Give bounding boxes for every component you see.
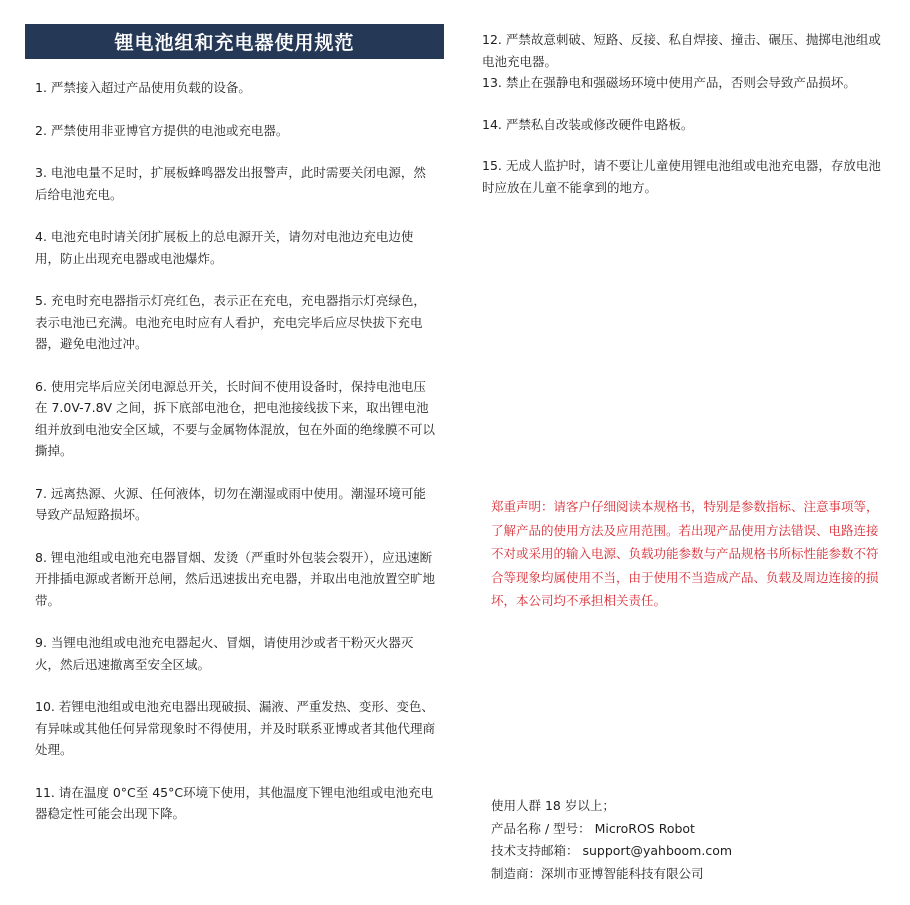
disclaimer-text: 郑重声明：请客户仔细阅读本规格书，特别是参数指标、注意事项等，了解产品的使用方法及应用范围。若出现产品使用方法错误、电路连接不对或采用的输入电源、负载功能参数与产品规格书所标性能参数不符合等现象均属使用不当，由于使用不当造成产品、负载及周边连接的损坏，本公司均不承担相关责任。 (491, 499, 879, 608)
product-name: 产品名称 / 型号： MicroROS Robot (491, 820, 695, 836)
page-title: 锂电池组和充电器使用规范 (25, 24, 444, 59)
rule-item-6: 6. 使用完毕后应关闭电源总开关，长时间不使用设备时，保持电池电压在 7.0V-7.8V 之间，拆下底部电池仓，把电池接线拔下来，取出锂电池组并放到电池安全区域，不要与金属物体混放，包在外面的绝缘膜不可以撕掉。 (35, 378, 436, 458)
rule-item-10: 10. 若锂电池组或电池充电器出现破损、漏液、严重发热、变形、变色、有异味或其他任何异常现象时不得使用，并及时联系亚博或者其他代理商处理。 (35, 699, 436, 757)
age-requirement: 使用人群 18 岁以上； (491, 798, 615, 813)
rule-item-15: 15. 无成人监护时，请不要让儿童使用锂电池组或电池充电器，存放电池时应放在儿童不能拿到的地方。 (482, 158, 881, 195)
rule-item-8: 8. 锂电池组或电池充电器冒烟、发烫（严重时外包装会裂开），应迅速断开排插电源或者断开总闸，然后迅速拔出充电器，并取出电池放置空旷地带。 (35, 549, 436, 608)
right-rules-column (482, 29, 887, 198)
rule-item-14: 14. 严禁私自改装或修改硬件电路板。 (482, 116, 694, 132)
left-rules-column (35, 77, 437, 846)
rule-item-7: 7. 远离热源、火源、任何液体，切勿在潮湿或雨中使用。潮湿环境可能导致产品短路损坏。 (35, 485, 426, 522)
rule-item-12: 12. 严禁故意刺破、短路、反接、私自焊接、撞击、碾压、抛掷电池组或电池充电器。 (482, 32, 881, 69)
rule-item-1: 1. 严禁接入超过产品使用负载的设备。 (35, 80, 251, 95)
rule-item-2: 2. 严禁使用非亚博官方提供的电池或充电器。 (35, 122, 289, 138)
rule-item-5: 5. 充电时充电器指示灯亮红色，表示正在充电，充电器指示灯亮绿色，表示电池已充满。电池充电时应有人看护，充电完毕后应尽快拔下充电器，避免电池过冲。 (35, 293, 426, 351)
rule-item-3: 3. 电池电量不足时，扩展板蜂鸣器发出报警声，此时需要关闭电源，然后给电池充电。 (35, 165, 426, 202)
support-email: 技术支持邮箱： support@yahboom.com (491, 843, 733, 858)
rule-item-11: 11. 请在温度 0°C至 45°C环境下使用，其他温度下锂电池组或电池充电器稳定性可能会出现下降。 (35, 784, 434, 821)
rule-item-4: 4. 电池充电时请关闭扩展板上的总电源开关，请勿对电池边充电边使用，防止出现充电器或电池爆炸。 (35, 229, 414, 266)
product-info (491, 795, 891, 885)
rule-item-9: 9. 当锂电池组或电池充电器起火、冒烟，请使用沙或者干粉灭火器灭火，然后迅速撤离至安全区域。 (35, 635, 414, 672)
rule-item-13: 13. 禁止在强静电和强磁场环境中使用产品，否则会导致产品损坏。 (482, 75, 856, 90)
manufacturer: 制造商：深圳市亚博智能科技有限公司 (491, 865, 704, 881)
